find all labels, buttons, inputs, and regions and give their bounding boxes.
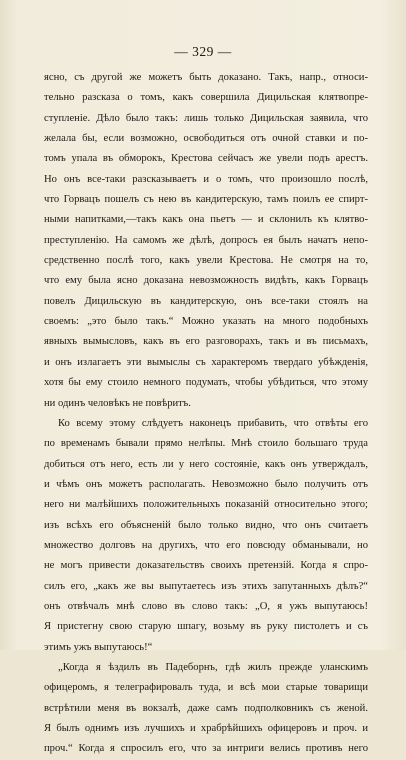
text-line: ступленіе. Дѣло было такъ: лишь только Дицильская заявила, что: [44, 112, 368, 124]
text-line: Я былъ однимъ изъ лучшихъ и храбрѣйшихъ офицеровъ и проч. и: [44, 723, 368, 734]
text-line: тельно разсказа о томъ, какъ совершила Дицильская клятвопре-: [44, 92, 368, 104]
text-line: встрѣтили меня въ вокзалѣ, даже самъ подполковникъ съ женой.: [44, 702, 368, 714]
text-line: и чѣмъ онъ можетъ располагать. Невозможно было получить отъ: [44, 478, 368, 490]
text-line: что Горвацъ пошелъ съ нею въ кандитерскую, тамъ поилъ ее спирт-: [44, 194, 368, 206]
body-text: [44, 68, 368, 760]
text-line: что ему была ясно доказана невозможность видѣть, какъ Горвацъ: [44, 275, 368, 287]
text-line: офицеромъ, я телеграфировалъ туда, и всѣ мои старые товарищи: [44, 682, 368, 694]
text-line: онъ отвѣчалъ мнѣ слово въ слово такъ: „О, я ужъ выпутаюсь!: [44, 600, 368, 612]
text-line: добиться отъ него, есть ли у него состояніе, какъ онъ утверждалъ,: [44, 458, 368, 470]
text-line: силъ его, „какъ же вы выпутаетесь изъ этихъ запутанныхъ дѣлъ?“: [44, 580, 368, 592]
text-line: проч.“ Когда я спросилъ его, что за интриги велись противъ него: [44, 743, 368, 755]
text-line: Но онъ все-таки разсказываетъ и о томъ, что произошло послѣ,: [44, 173, 368, 185]
text-line: своемъ: „это было такъ.“ Можно указать на много подобныхъ: [44, 316, 368, 328]
text-line: явныхъ вымысловъ, какъ въ его разговорахъ, такъ и въ письмахъ,: [44, 336, 368, 348]
text-line: хотя бы ему стоило немного подумать, чтобы убѣдиться, что этому: [44, 377, 368, 389]
text-line: и онъ излагаетъ эти вымыслы съ характеромъ твердаго убѣжденія,: [44, 356, 368, 368]
text-line: ясно, съ другой же можетъ быть доказано. Такъ, напр., относи-: [44, 72, 368, 83]
text-line: ни одинъ человѣкъ не повѣритъ.: [44, 397, 191, 409]
text-line: „Когда я ѣздилъ въ Падеборнъ, гдѣ жилъ прежде уланскимъ: [58, 661, 368, 673]
text-line: средственно послѣ того, какъ увели Крестова. Не смотря на то,: [44, 255, 368, 267]
text-line: томъ упала въ обморокъ, Крестова сейчасъ же увели подъ арестъ.: [44, 153, 368, 165]
text-line: желала бы, если возможно, освободиться отъ очной ставки и по-: [44, 133, 368, 145]
text-line: Я пристегну свою старую шпагу, возьму въ руку пистолетъ и съ: [44, 621, 368, 633]
page-number: — 329 —: [174, 44, 232, 59]
text-line: Ко всему этому слѣдуетъ наконецъ прибавить, что отвѣты его: [58, 417, 368, 429]
text-line: ными напитками,—такъ какъ она пьетъ — и склонилъ къ клятво-: [44, 214, 368, 226]
text-line: этимъ ужъ выпутаюсь!“: [44, 641, 153, 653]
text-line: по временамъ бывали прямо нелѣпы. Мнѣ стоило большаго труда: [44, 438, 368, 450]
text-line: него ни малѣйшихъ положительныхъ показаній относительно этого;: [44, 499, 368, 511]
text-line: множество долговъ на другихъ, что его повсюду обманывали, но: [44, 539, 368, 551]
text-line: не могъ привести доказательствъ своихъ претензій. Когда я спро-: [44, 560, 368, 572]
text-line: преступленію. На самомъ же дѣлѣ, допросъ ея былъ начатъ непо-: [44, 234, 368, 246]
text-line: изъ всѣхъ его объясненій было только видно, что онъ считаетъ: [44, 519, 368, 531]
text-line: повелъ Дицильскую въ кандитерскую, онъ все-таки стоялъ на: [44, 295, 368, 307]
